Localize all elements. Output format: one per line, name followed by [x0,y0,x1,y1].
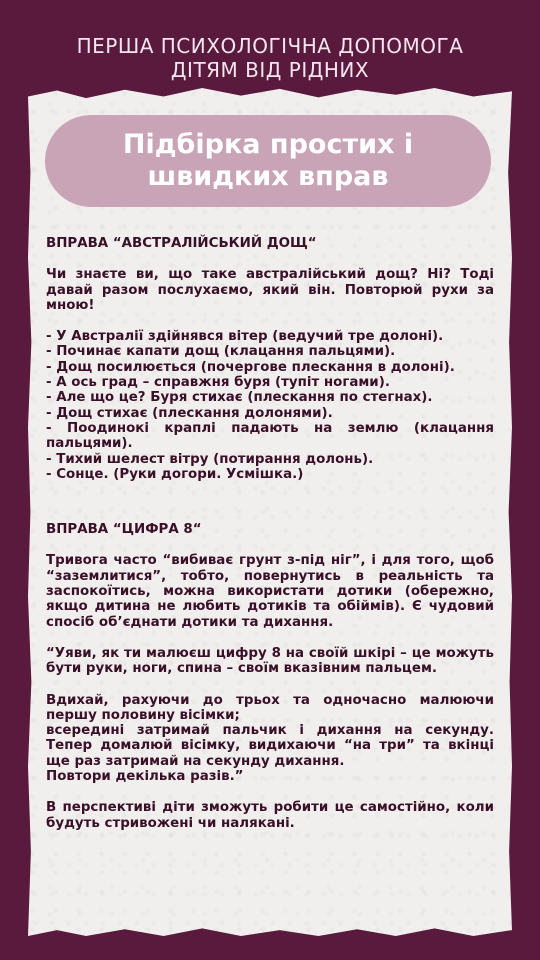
exercise-1-steps [46,329,494,482]
exercise-2-paragraph-2: “Уяви, як ти малюєш цифру 8 на своїй шкірі – це можуть бути руки, ноги, спина – своїм вказівним пальцем. [46,645,494,677]
list-item: - Але що це? Буря стихає (плескання по стегнах). [46,390,433,406]
list-item: - У Австралії здійнявся вітер (ведучий тре долоні). [46,329,444,345]
exercise-2-paragraph-1: Тривога часто “вибиває грунт з-під ніг”, і для того, щоб “заземлитися”, тобто, повернутись в реальність та заспокоїтись, можна використати дотики (обережно, якщо дитина не любить дотиків та обіймів). Є чудовий спосіб об’єднати дотики та дихання. [46,553,494,630]
banner-line-1: Підбірка простих і [122,129,414,160]
title-banner [45,115,491,207]
page-header [0,34,540,82]
header-line-2: ДІТЯМ ВІД РІДНИХ [170,58,370,82]
exercise-2-paragraph-3b: всередині затримай пальчик і дихання на секунду. Тепер домалюй вісімку, видихаючи “на три” та вкінці ще раз затримай на секунду дихання. [46,723,494,769]
header-line-1: ПЕРША ПСИХОЛОГІЧНА ДОПОМОГА [76,34,464,58]
exercise-1-intro: Чи знаєте ви, що таке австралійський дощ? Ні? Тоді давай разом послухаємо, який він. Повторюй рухи за мною! [46,267,494,313]
exercise-2-paragraph-4: В перспективі діти зможуть робити це самостійно, коли будуть стривожені чи налякані. [46,800,494,831]
list-item: - Дощ стихає (плескання долонями). [46,405,333,421]
exercise-2-paragraph-3a: Вдихай, рахуючи до трьох та одночасно малюючи першу половину вісімки; [46,692,494,723]
list-item: - Тихий шелест вітру (потирання долонь). [46,451,374,467]
list-item: - Поодинокі краплі падають на землю (клацання пальцями). [46,420,494,452]
list-item: - Починає капати дощ (клацання пальцями). [46,344,396,360]
exercise-1-title: ВПРАВА “АВСТРАЛІЙСЬКИЙ ДОЩ“ [46,236,317,251]
exercise-2-title: ВПРАВА “ЦИФРА 8“ [46,522,202,538]
list-item: - Дощ посилюється (почергове плескання в долоні). [46,359,455,375]
banner-line-2: швидких вправ [147,161,389,192]
list-item: - Сонце. (Руки догори. Усмішка.) [46,466,304,482]
exercise-2-paragraph-3c: Повтори декілька разів.” [46,769,244,785]
exercises-content [46,236,494,831]
list-item: - А ось град – справжня буря (тупіт ногами). [46,375,390,391]
